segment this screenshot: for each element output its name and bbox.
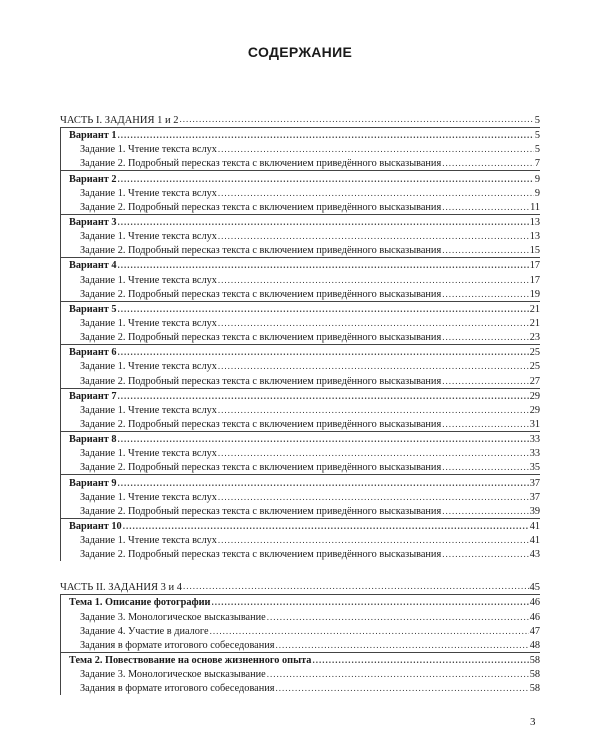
leader-dots [218, 318, 529, 328]
toc-task-row-page: 23 [529, 332, 540, 344]
leader-dots [123, 521, 529, 531]
toc-task-row-label: Задание 2. Подробный пересказ текста с включением приведённого высказывания [80, 375, 442, 387]
toc-task-row-page: 15 [529, 245, 540, 257]
toc-section-row-page: 33 [529, 434, 540, 446]
toc-task-row-page: 35 [529, 462, 540, 474]
toc-section-row-label: Вариант 5 [69, 303, 117, 315]
toc-task-row-label: Задания в формате итогового собеседования [80, 683, 275, 695]
toc-task-row-label: Задание 1. Чтение текста вслух [80, 144, 217, 156]
toc-task-row[interactable] [61, 446, 540, 460]
toc-task-row[interactable] [61, 547, 540, 561]
toc-section-row[interactable] [61, 128, 540, 142]
toc-task-row-label: Задание 1. Чтение текста вслух [80, 448, 217, 460]
toc-task-row-label: Задание 3. Монологическое высказывание [80, 669, 266, 681]
leader-dots [267, 669, 529, 679]
toc-task-row-label: Задание 2. Подробный пересказ текста с включением приведённого высказывания [80, 201, 442, 213]
leader-dots [118, 434, 529, 444]
leader-dots [442, 419, 529, 429]
toc-task-row-page: 58 [529, 669, 540, 681]
toc-task-row-label: Задание 2. Подробный пересказ текста с включением приведённого высказывания [80, 462, 442, 474]
leader-dots [179, 114, 533, 124]
toc-task-row-label: Задание 2. Подробный пересказ текста с включением приведённого высказывания [80, 245, 442, 257]
toc-task-row-label: Задание 2. Подробный пересказ текста с включением приведённого высказывания [80, 549, 442, 561]
toc-task-row[interactable] [61, 504, 540, 518]
toc-task-row[interactable] [61, 533, 540, 547]
leader-dots [442, 158, 534, 168]
toc-section-row-page: 13 [529, 216, 540, 228]
toc-task-row-label: Задание 1. Чтение текста вслух [80, 404, 217, 416]
toc-task-row[interactable] [61, 142, 540, 156]
toc-task-row[interactable] [61, 490, 540, 504]
toc-section-row-label: Тема 2. Повествование на основе жизненного опыта [69, 654, 312, 666]
toc-task-row-page: 43 [529, 549, 540, 561]
leader-dots [218, 361, 529, 371]
toc-task-row[interactable] [61, 638, 540, 652]
page-number: 3 [530, 716, 536, 728]
toc-task-row[interactable] [61, 373, 540, 387]
toc-section-row[interactable] [61, 518, 540, 533]
toc-task-row-page: 33 [529, 448, 540, 460]
toc-section-row[interactable] [61, 595, 540, 609]
leader-dots [442, 332, 529, 342]
toc-task-row[interactable] [61, 316, 540, 330]
toc-section-row-label: Вариант 6 [69, 347, 117, 359]
toc-task-row-page: 31 [529, 418, 540, 430]
toc-task-row[interactable] [61, 403, 540, 417]
leader-dots [312, 655, 528, 665]
toc-task-row-label: Задание 2. Подробный пересказ текста с включением приведённого высказывания [80, 505, 442, 517]
toc-part-heading-label: ЧАСТЬ I. ЗАДАНИЯ 1 и 2 [60, 115, 179, 126]
toc-task-row[interactable] [61, 681, 540, 695]
toc-task-row-label: Задание 1. Чтение текста вслух [80, 187, 217, 199]
toc-section-row-page: 17 [529, 260, 540, 272]
toc-task-row-label: Задание 2. Подробный пересказ текста с включением приведённого высказывания [80, 332, 442, 344]
leader-dots [442, 376, 529, 386]
leader-dots [218, 231, 529, 241]
toc-task-row-page: 46 [529, 611, 540, 623]
toc-section-row-page: 5 [534, 130, 540, 142]
toc-section-row-page: 9 [534, 173, 540, 185]
toc-part-heading[interactable] [60, 110, 540, 126]
toc-section-row-label: Вариант 4 [69, 260, 117, 272]
toc-task-row[interactable] [61, 330, 540, 344]
leader-dots [118, 174, 534, 184]
leader-dots [218, 448, 529, 458]
toc-task-row[interactable] [61, 667, 540, 681]
toc-task-row-label: Задание 1. Чтение текста вслух [80, 491, 217, 503]
toc-task-row-label: Задание 2. Подробный пересказ текста с включением приведённого высказывания [80, 418, 442, 430]
toc-task-row-label: Задание 1. Чтение текста вслух [80, 274, 217, 286]
toc-part-heading-page: 45 [529, 582, 540, 594]
toc-section-row-page: 46 [529, 597, 540, 609]
toc-part-sections [60, 127, 540, 561]
toc-section-row-page: 29 [529, 390, 540, 402]
leader-dots [118, 391, 529, 401]
toc-section-row[interactable] [61, 431, 540, 446]
toc-task-row-page: 41 [529, 535, 540, 547]
toc-task-row-page: 9 [534, 187, 540, 199]
toc-section-row[interactable] [61, 170, 540, 185]
toc-task-row-page: 29 [529, 404, 540, 416]
toc-part-sections [60, 594, 540, 695]
toc-part-heading-page: 5 [534, 115, 540, 126]
toc-task-row-page: 37 [529, 491, 540, 503]
toc-task-row-label: Задание 2. Подробный пересказ текста с включением приведённого высказывания [80, 288, 442, 300]
toc-task-row-label: Задание 3. Монологическое высказывание [80, 611, 266, 623]
toc-section-row[interactable] [61, 301, 540, 316]
leader-dots [442, 202, 529, 212]
leader-dots [118, 130, 534, 140]
toc-section-row-label: Вариант 3 [69, 216, 117, 228]
toc-section-row-label: Вариант 10 [69, 520, 122, 532]
toc-task-row-page: 25 [529, 361, 540, 373]
toc-task-row-label: Задание 4. Участие в диалоге [80, 625, 209, 637]
toc-section-row-page: 58 [529, 654, 540, 666]
toc-task-row[interactable] [61, 156, 540, 170]
toc-section-row-label: Вариант 8 [69, 434, 117, 446]
toc-part [60, 577, 540, 695]
toc-task-row-page: 48 [529, 639, 540, 651]
toc-task-row-page: 11 [530, 201, 540, 213]
leader-dots [118, 260, 529, 270]
table-of-contents [60, 110, 540, 695]
toc-task-row[interactable] [61, 359, 540, 373]
toc-section-row[interactable] [61, 214, 540, 229]
toc-section-row[interactable] [61, 344, 540, 359]
toc-task-row[interactable] [61, 272, 540, 286]
toc-task-row-page: 39 [529, 505, 540, 517]
toc-task-row-page: 7 [534, 158, 540, 170]
toc-section-row[interactable] [61, 388, 540, 403]
toc-section-row-label: Тема 1. Описание фотографии [69, 597, 211, 609]
leader-dots [218, 144, 534, 154]
leader-dots [218, 188, 534, 198]
toc-task-row[interactable] [61, 417, 540, 431]
toc-task-row[interactable] [61, 624, 540, 638]
toc-section-row-label: Вариант 2 [69, 173, 117, 185]
toc-task-row[interactable] [61, 243, 540, 257]
toc-task-row-page: 47 [529, 625, 540, 637]
toc-section-row[interactable] [61, 257, 540, 272]
toc-task-row[interactable] [61, 200, 540, 214]
toc-section-row[interactable] [61, 652, 540, 667]
leader-dots [276, 683, 529, 693]
toc-task-row-page: 13 [529, 231, 540, 243]
toc-task-row[interactable] [61, 460, 540, 474]
toc-section-row-label: Вариант 7 [69, 390, 117, 402]
toc-task-row[interactable] [61, 229, 540, 243]
leader-dots [118, 478, 529, 488]
leader-dots [442, 462, 529, 472]
toc-task-row-page: 27 [529, 375, 540, 387]
toc-task-row[interactable] [61, 609, 540, 623]
leader-dots [267, 612, 529, 622]
toc-task-row-label: Задание 1. Чтение текста вслух [80, 535, 217, 547]
leader-dots [183, 581, 529, 591]
leader-dots [118, 217, 529, 227]
toc-section-row-page: 25 [529, 347, 540, 359]
toc-task-row-page: 5 [534, 144, 540, 156]
toc-section-row-label: Вариант 1 [69, 130, 117, 142]
page-title: СОДЕРЖАНИЕ [247, 44, 353, 60]
toc-task-row-label: Задание 1. Чтение текста вслух [80, 231, 217, 243]
leader-dots [118, 304, 529, 314]
leader-dots [442, 245, 529, 255]
leader-dots [276, 640, 529, 650]
leader-dots [442, 506, 529, 516]
toc-section-row-page: 41 [529, 520, 540, 532]
toc-part [60, 110, 540, 561]
leader-dots [212, 597, 529, 607]
toc-task-row-label: Задание 2. Подробный пересказ текста с включением приведённого высказывания [80, 158, 442, 170]
leader-dots [210, 626, 529, 636]
toc-section-row-label: Вариант 9 [69, 477, 117, 489]
toc-part-heading-label: ЧАСТЬ II. ЗАДАНИЯ 3 и 4 [60, 582, 182, 594]
toc-task-row[interactable] [61, 287, 540, 301]
leader-dots [218, 535, 529, 545]
toc-task-row-label: Задания в формате итогового собеседования [80, 639, 275, 651]
toc-task-row[interactable] [61, 186, 540, 200]
leader-dots [442, 549, 529, 559]
toc-section-row[interactable] [61, 474, 540, 489]
toc-section-row-page: 37 [529, 477, 540, 489]
toc-task-row-label: Задание 1. Чтение текста вслух [80, 317, 217, 329]
toc-task-row-page: 21 [529, 317, 540, 329]
toc-task-row-label: Задание 1. Чтение текста вслух [80, 361, 217, 373]
toc-task-row-page: 17 [529, 274, 540, 286]
toc-section-row-page: 21 [529, 303, 540, 315]
toc-part-heading[interactable] [60, 577, 540, 593]
leader-dots [218, 405, 529, 415]
leader-dots [218, 492, 529, 502]
leader-dots [118, 347, 529, 357]
toc-task-row-page: 58 [529, 683, 540, 695]
leader-dots [442, 289, 529, 299]
leader-dots [218, 275, 529, 285]
toc-task-row-page: 19 [529, 288, 540, 300]
